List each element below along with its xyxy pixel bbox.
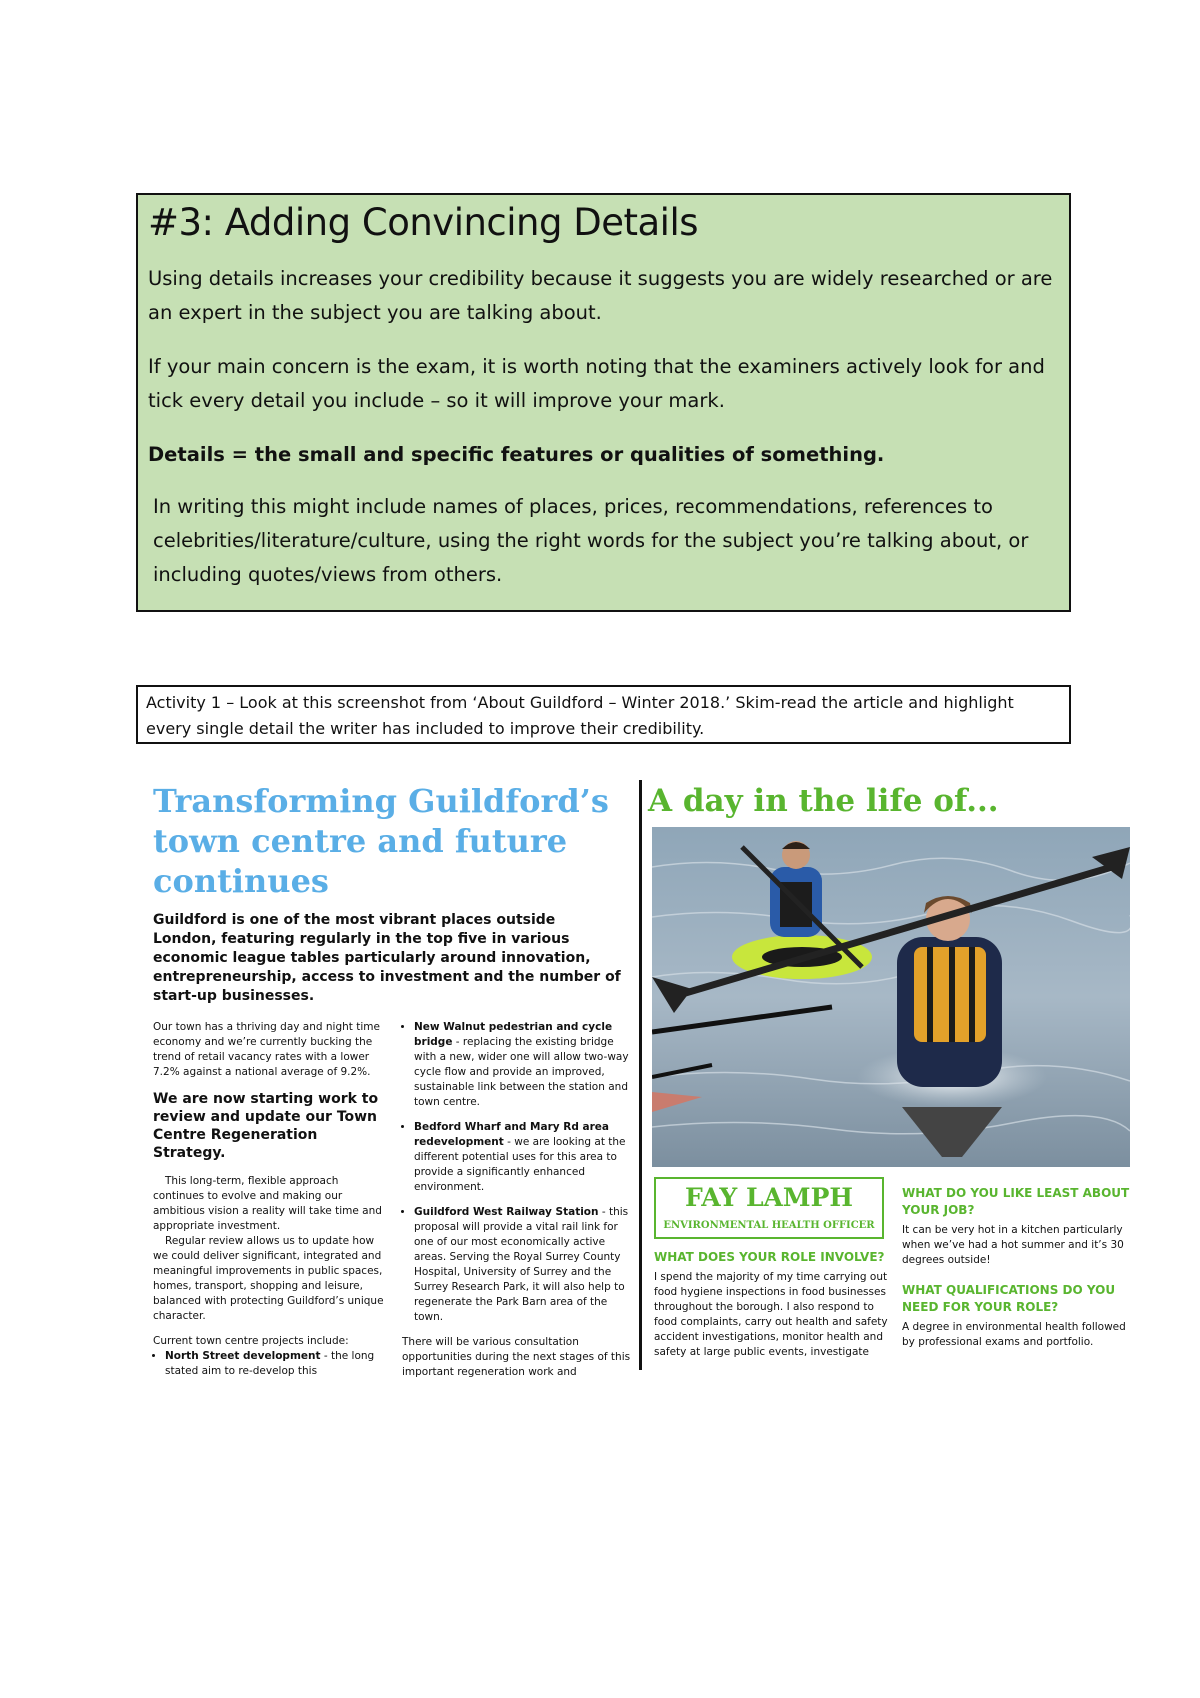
column-divider <box>639 780 642 1370</box>
info-paragraph-credibility: Using details increases your credibility because it suggests you are widely researched or are an expert in the subject you are talking about. <box>148 267 1053 324</box>
question-role: WHAT DOES YOUR ROLE INVOLVE? <box>654 1250 885 1264</box>
list-item <box>414 1020 634 1110</box>
profile-name: FAY LAMPH <box>684 1183 854 1212</box>
article-screenshot <box>150 775 1130 1378</box>
article-column-1 <box>153 1020 388 1389</box>
info-paragraph-examples: In writing this might include names of places, prices, recommendations, references to celebrities/literature/culture, using the right words for the subject you’re talking about, or including quotes/views from others. <box>153 495 1029 586</box>
answer-least-liked: It can be very hot in a kitchen particularly when we’ve had a hot summer and it’s 30 degrees outside! <box>902 1224 1124 1266</box>
project-description: - this proposal will provide a vital rail link for one of our most economically active areas. Serving the Royal Surrey County Hospital, University of Surrey and the Surrey Research Park, it will also help to regenerate the Park Barn area of the town. <box>414 1206 629 1323</box>
details-definition: Details = the small and specific features or qualities of something. <box>148 443 885 466</box>
projects-list <box>402 1020 634 1325</box>
list-item <box>414 1205 634 1325</box>
review-paragraph: Regular review allows us to update how we could deliver significant, integrated and meaningful improvements in public spaces, homes, transport, shopping and leisure, balanced with protecting Guildford’s unique character. <box>153 1235 384 1322</box>
info-box <box>136 193 1071 612</box>
article-column-2 <box>402 1020 634 1390</box>
guildford-article <box>150 775 630 1400</box>
info-paragraph-exam: If your main concern is the exam, it is worth noting that the examiners actively look for and tick every detail you include – so it will improve your mark. <box>148 355 1045 412</box>
guildford-article-lead: Guildford is one of the most vibrant places outside London, featuring regularly in the top five in various economic league tables particularly around innovation, entrepreneurship, access to investment and the number of start-up businesses. <box>153 912 621 1004</box>
retail-vacancy-paragraph: Our town has a thriving day and night time economy and we’re currently bucking the trend of retail vacancy rates with a lower 7.2% against a national average of 9.2%. <box>153 1021 380 1078</box>
activity-instructions: Activity 1 – Look at this screenshot from ‘About Guildford – Winter 2018.’ Skim-read the article and highlight every single detail the writer has included to improve their credibility. <box>136 685 1071 744</box>
projects-list-start <box>153 1349 388 1379</box>
approach-paragraph: This long-term, flexible approach continues to evolve and making our ambitious vision a reality will take time and appropriate investment. <box>153 1175 382 1232</box>
guildford-article-title: Transforming Guildford’s town centre and future continues <box>153 782 609 900</box>
interview-column-2 <box>902 1185 1130 1364</box>
kayakers-photo <box>652 827 1130 1167</box>
project-name: North Street development <box>165 1350 321 1362</box>
question-least-liked: WHAT DO YOU LIKE LEAST ABOUT YOUR JOB? <box>902 1186 1130 1217</box>
list-item <box>414 1120 634 1195</box>
profile-role: ENVIRONMENTAL HEALTH OFFICER <box>663 1220 875 1231</box>
day-in-life-title: A day in the life of... <box>648 783 999 819</box>
project-description: - we are looking at the different potential uses for this area to provide a significantly enhanced environment. <box>414 1136 626 1193</box>
project-name: Bedford Wharf and Mary Rd area redevelopment <box>414 1121 609 1148</box>
list-item <box>165 1349 388 1379</box>
answer-role: I spend the majority of my time carrying out food hygiene inspections in food businesses throughout the borough. I also respond to food complaints, carry out health and safety accident investigations, monitor health and safety at large public events, investigate <box>654 1271 888 1358</box>
projects-intro: Current town centre projects include: <box>153 1335 349 1347</box>
project-name: New Walnut pedestrian and cycle bridge <box>414 1021 613 1048</box>
strategy-heading: We are now starting work to review and update our Town Centre Regeneration Strategy. <box>153 1091 379 1161</box>
consultation-paragraph: There will be various consultation opportunities during the next stages of this important regeneration work and <box>402 1336 631 1378</box>
project-name: Guildford West Railway Station <box>414 1206 599 1218</box>
answer-qualifications: A degree in environmental health followed by professional exams and portfolio. <box>902 1321 1126 1348</box>
project-description: - replacing the existing bridge with a new, wider one will allow two-way cycle flow and provide an improved, sustainable link between the station and town centre. <box>414 1036 629 1108</box>
kayak-image <box>652 827 1130 1167</box>
interview-column-1 <box>654 1249 890 1374</box>
project-description: - the long stated aim to re-develop this <box>165 1350 375 1377</box>
info-box-title: #3: Adding Convincing Details <box>148 201 699 244</box>
profile-name-box <box>654 1177 884 1239</box>
question-qualifications: WHAT QUALIFICATIONS DO YOU NEED FOR YOUR ROLE? <box>902 1283 1116 1314</box>
day-in-life-article <box>646 775 1130 1358</box>
